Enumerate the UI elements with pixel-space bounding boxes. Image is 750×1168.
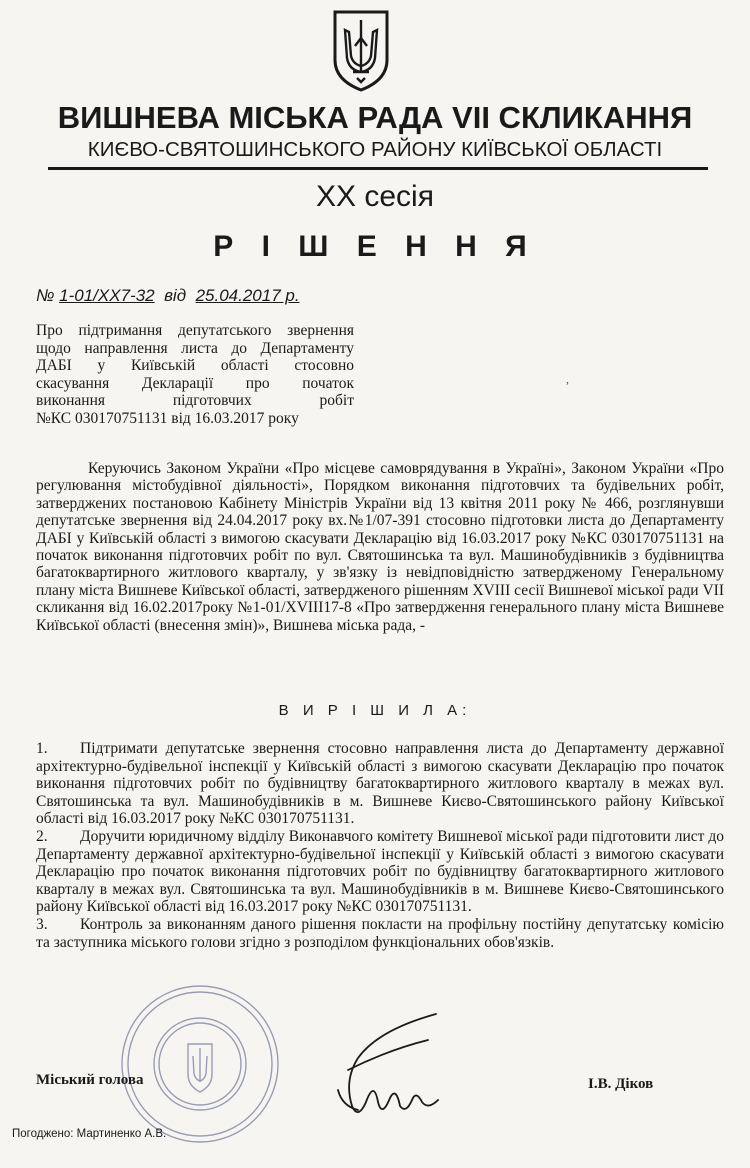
decision-item bbox=[36, 828, 724, 916]
official-stamp-icon bbox=[118, 982, 282, 1146]
decision-date: 25.04.2017 р. bbox=[195, 286, 300, 305]
decision-item bbox=[36, 740, 724, 828]
header-divider bbox=[48, 167, 708, 170]
district-title: КИЄВО-СВЯТОШИНСЬКОГО РАЙОНУ КИЇВСЬКОЇ ОБЛАСТІ bbox=[87, 138, 663, 161]
agreed-note: Погоджено: Мартиненко А.В. bbox=[12, 1128, 167, 1140]
preamble-paragraph: Керуючись Законом України «Про місцеве самоврядування в Україні», Законом України «Про регулювання містобудівної діяльності», Порядком виконання підготовчих та будівельних робіт, затверджених постановою Кабінету Міністрів України від 13 квітня 2011 року № 466, розглянувши депутатське звернення від 24.04.2017 року вх.№1/07-391 стосовно підготовки листа до Департаменту ДАБІ у Київській області з вимогою скасувати Декларацію від 16.03.2017 року №КС 030170751131 на початок виконання підготовчих робіт по вул. Святошинська та вул. Машинобудівників з будівництва багатоквартирного житлового кварталу, у зв'язку із невідповідністю затвердженому Генеральному плану міста Вишневе Київської області, затвердженого рішенням XVIII сесії Вишневої міської ради VII скликання від 16.02.2017року №1-01/XVIII17-8 «Про затвердження генерального плану міста Вишневе Київської області (внесення змін)», Вишнева міська рада, - bbox=[36, 460, 724, 634]
decision-subject bbox=[36, 322, 354, 427]
from-label: від bbox=[164, 286, 187, 305]
item-text: Доручити юридичному відділу Виконавчого комітету Вишневої міської ради підготовити лист до Департаменту державної архітектурно-будівельної інспекції у Київській області з вимогою скасувати Декларацію про початок виконання підготовчих робіт по будівництву багатоквартирного житлового кварталу в межах вул. Святошинська та вул. Машинобудівників в м. Вишневе Києво-Святошинського району Київської області від 16.03.2017 року №КС 030170751131. bbox=[36, 827, 724, 916]
item-text: Контроль за виконанням даного рішення покласти на профільну постійну депутатську комісію та заступника міського голови згідно з розподілом функціональних обов'язків. bbox=[36, 915, 724, 951]
subject-line: скасування Декларації про початок bbox=[36, 374, 354, 392]
subject-line: Про підтримання депутатського звернення bbox=[36, 322, 354, 339]
session-label: XX сесія bbox=[316, 180, 434, 213]
decision-number-line bbox=[36, 286, 300, 306]
subject-line: №КС 030170751131 від 16.03.2017 року bbox=[36, 409, 299, 427]
scan-mark: , bbox=[566, 372, 569, 386]
subject-line: ДАБІ у Київській області стосовно bbox=[36, 357, 354, 374]
document-title: Р І Ш Е Н Н Я bbox=[213, 230, 537, 263]
item-number: 1. bbox=[36, 740, 48, 757]
mayor-title: Міський голова bbox=[36, 1072, 144, 1088]
item-number: 3. bbox=[36, 915, 48, 933]
item-number: 2. bbox=[36, 827, 48, 845]
mayor-name: І.В. Діков bbox=[588, 1076, 654, 1092]
subject-line: щодо направлення листа до Департаменту bbox=[36, 339, 354, 357]
item-text: Підтримати депутатське звернення стосовно направлення листа до Департаменту державної архітектурно-будівельної інспекції у Київській області з вимогою скасувати Декларацію про початок виконання підготовчих робіт по будівництву багатоквартирного житлового кварталу в межах вул. Святошинська та вул. Машинобудівників в м. Вишневе Києво-Святошинського району Київської області від 16.03.2017 року №КС 030170751131. bbox=[36, 740, 724, 828]
resolved-heading: В И Р І Ш И Л А: bbox=[278, 702, 472, 719]
number-prefix: № bbox=[36, 286, 55, 305]
handwritten-signature-icon bbox=[318, 1010, 468, 1126]
decision-items bbox=[36, 740, 724, 951]
decision-number: 1-01/XX7-32 bbox=[59, 286, 155, 305]
decision-item bbox=[36, 916, 724, 951]
coat-of-arms-icon bbox=[331, 10, 391, 92]
subject-line: виконання підготовчих робіт bbox=[36, 392, 354, 409]
council-title: ВИШНЕВА МІСЬКА РАДА VII СКЛИКАННЯ bbox=[57, 100, 693, 135]
